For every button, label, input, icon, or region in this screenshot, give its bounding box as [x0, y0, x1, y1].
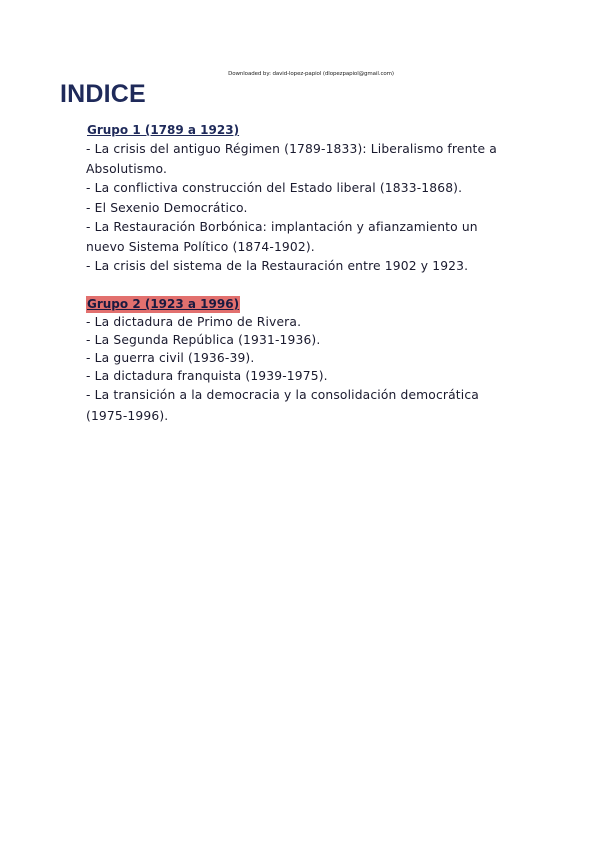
list-item: - La crisis del sistema de la Restauración entre 1902 y 1923.: [86, 259, 469, 273]
group-1-list: [86, 140, 516, 277]
list-item: - La Segunda República (1931-1936).: [86, 333, 321, 347]
list-item: - La conflictiva construcción del Estado liberal (1833-1868).: [86, 181, 463, 195]
group-2-list: [86, 313, 516, 427]
list-item: - La Restauración Borbónica: implantación y afianzamiento un nuevo Sistema Político (1874-1902).: [86, 220, 478, 254]
group-1-heading: Grupo 1 (1789 a 1923): [87, 123, 240, 137]
group-1-section: [86, 119, 516, 277]
group-2-section: [86, 293, 516, 427]
list-item: - La transición a la democracia y la consolidación democrática (1975-1996).: [86, 388, 479, 423]
download-watermark: Downloaded by: david-lopez-papiol (dlopezpapiol@gmail.com): [228, 71, 394, 77]
list-item: - La dictadura franquista (1939-1975).: [86, 369, 328, 383]
list-item: - El Sexenio Democrático.: [86, 200, 248, 215]
list-item: - La guerra civil (1936-39).: [86, 351, 255, 365]
list-item: - La crisis del antiguo Régimen (1789-1833): Liberalismo frente a Absolutismo.: [86, 142, 497, 176]
group-2-heading: Grupo 2 (1923 a 1996): [87, 297, 240, 311]
page-title: INDICE: [60, 80, 146, 108]
list-item: - La dictadura de Primo de Rivera.: [86, 315, 302, 329]
